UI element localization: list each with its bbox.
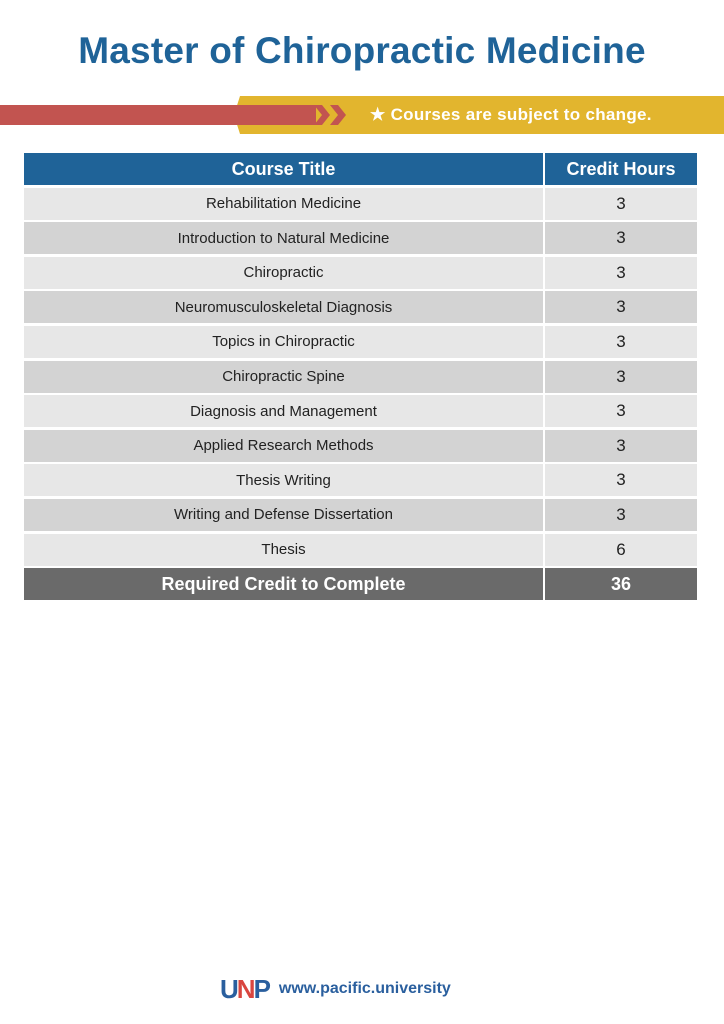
credit-hours-cell: 3 (545, 222, 697, 254)
table-row (24, 464, 697, 496)
notice-banner (0, 96, 724, 136)
credit-hours-cell: 3 (545, 464, 697, 496)
table-row (24, 361, 697, 393)
course-title-cell: Topics in Chiropractic (24, 326, 543, 358)
website-link[interactable]: www.pacific.university (278, 980, 451, 997)
credit-hours-cell: 3 (545, 326, 697, 358)
header-course-title: Course Title (24, 153, 543, 185)
course-title-cell: Chiropractic (24, 257, 543, 289)
table-row (24, 291, 697, 323)
course-title-cell: Introduction to Natural Medicine (24, 222, 543, 254)
table-header-row (24, 153, 697, 185)
table-row (24, 430, 697, 462)
footer (220, 976, 451, 1002)
course-title-cell: Writing and Defense Dissertation (24, 499, 543, 531)
credit-hours-cell: 3 (545, 257, 697, 289)
credit-hours-cell: 3 (545, 291, 697, 323)
credit-hours-cell: 3 (545, 361, 697, 393)
logo-letter-u: U (220, 974, 237, 1004)
course-title-cell: Applied Research Methods (24, 430, 543, 462)
total-credits: 36 (545, 568, 697, 600)
course-title-cell: Chiropractic Spine (24, 361, 543, 393)
table-row (24, 534, 697, 566)
credit-hours-cell: 3 (545, 499, 697, 531)
credit-hours-cell: 3 (545, 188, 697, 220)
credit-hours-cell: 6 (545, 534, 697, 566)
course-title-cell: Thesis Writing (24, 464, 543, 496)
total-label: Required Credit to Complete (24, 568, 543, 600)
credit-hours-cell: 3 (545, 395, 697, 427)
courses-subject-to-change-notice: ★ Courses are subject to change. (370, 105, 652, 124)
double-chevron-icon (314, 105, 354, 125)
total-row (24, 568, 697, 600)
course-title-cell: Rehabilitation Medicine (24, 188, 543, 220)
credit-hours-cell: 3 (545, 430, 697, 462)
logo-letter-p: P (253, 974, 269, 1004)
table-row (24, 222, 697, 254)
banner-red-stripe (0, 105, 316, 125)
course-title-cell: Thesis (24, 534, 543, 566)
table-row (24, 257, 697, 289)
course-table (24, 153, 697, 603)
course-title-cell: Diagnosis and Management (24, 395, 543, 427)
table-row (24, 499, 697, 531)
logo-letter-n: N (236, 974, 254, 1004)
header-credit-hours: Credit Hours (545, 153, 697, 185)
course-title-cell: Neuromusculoskeletal Diagnosis (24, 291, 543, 323)
table-row (24, 395, 697, 427)
page-title: Master of Chiropractic Medicine (78, 30, 646, 71)
table-row (24, 326, 697, 358)
table-row (24, 188, 697, 220)
university-logo (220, 976, 269, 1002)
